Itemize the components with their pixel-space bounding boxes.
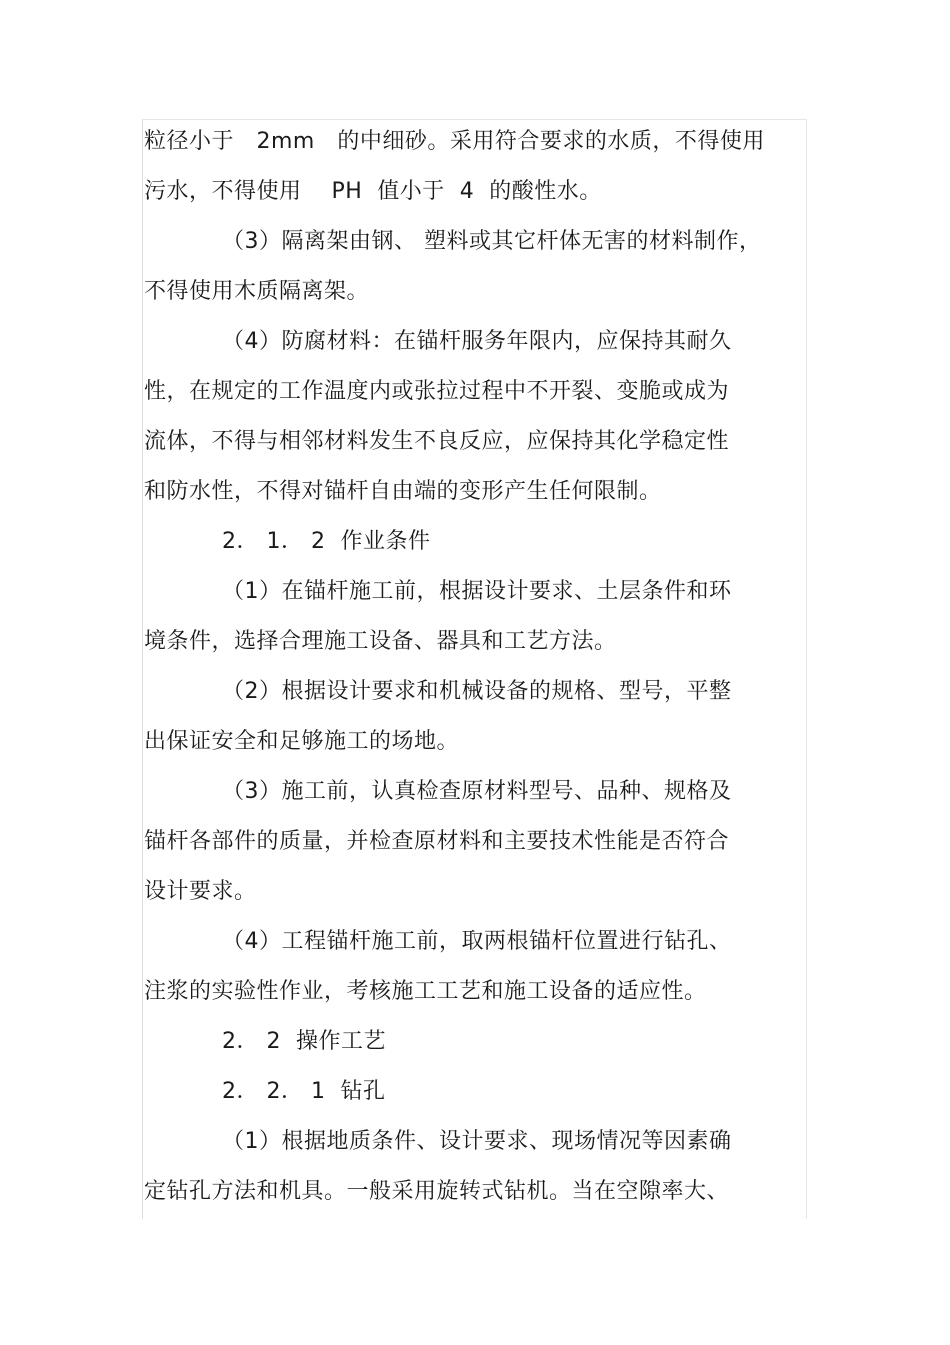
text-line-12: （2）根据设计要求和机械设备的规格、型号，平整 — [222, 679, 732, 704]
text-line-18: 注浆的实验性作业，考核施工工艺和施工设备的适应性。 — [144, 979, 707, 1004]
text-line-15: 锚杆各部件的质量，并检查原材料和主要技术性能是否符合 — [144, 829, 730, 854]
text-line-7: 流体，不得与相邻材料发生不良反应，应保持其化学稳定性 — [144, 429, 730, 454]
text-line-16: 设计要求。 — [144, 879, 257, 904]
text-line-8: 和防水性，不得对锚杆自由端的变形产生任何限制。 — [144, 479, 662, 504]
text-line-22: 定钻孔方法和机具。一般采用旋转式钻机。当在空隙率大、 — [144, 1179, 730, 1204]
text-line-3: （3）隔离架由钢、 塑料或其它杆体无害的材料制作， — [222, 229, 762, 254]
section-heading-2-2-1: 2． 2． 1 钻孔 — [222, 1079, 386, 1104]
text-line-14: （3）施工前，认真检查原材料型号、品种、规格及 — [222, 779, 732, 804]
text-line-5: （4）防腐材料：在锚杆服务年限内，应保持其耐久 — [222, 329, 732, 354]
text-line-13: 出保证安全和足够施工的场地。 — [144, 729, 460, 754]
text-line-2: 污水，不得使用 PH 值小于 4 的酸性水。 — [144, 179, 602, 204]
text-line-21: （1）根据地质条件、设计要求、现场情况等因素确 — [222, 1129, 732, 1154]
section-heading-2-1-2: 2． 1． 2 作业条件 — [222, 529, 431, 554]
text-line-17: （4）工程锚杆施工前，取两根锚杆位置进行钻孔、 — [222, 929, 732, 954]
text-line-4: 不得使用木质隔离架。 — [144, 279, 370, 304]
text-line-10: （1）在锚杆施工前，根据设计要求、土层条件和环 — [222, 579, 732, 604]
text-line-1: 粒径小于 2mm 的中细砂。采用符合要求的水质，不得使用 — [144, 129, 765, 154]
text-line-11: 境条件，选择合理施工设备、器具和工艺方法。 — [144, 629, 617, 654]
section-heading-2-2: 2． 2 操作工艺 — [222, 1029, 386, 1054]
text-line-6: 性，在规定的工作温度内或张拉过程中不开裂、变脆或成为 — [144, 379, 730, 404]
